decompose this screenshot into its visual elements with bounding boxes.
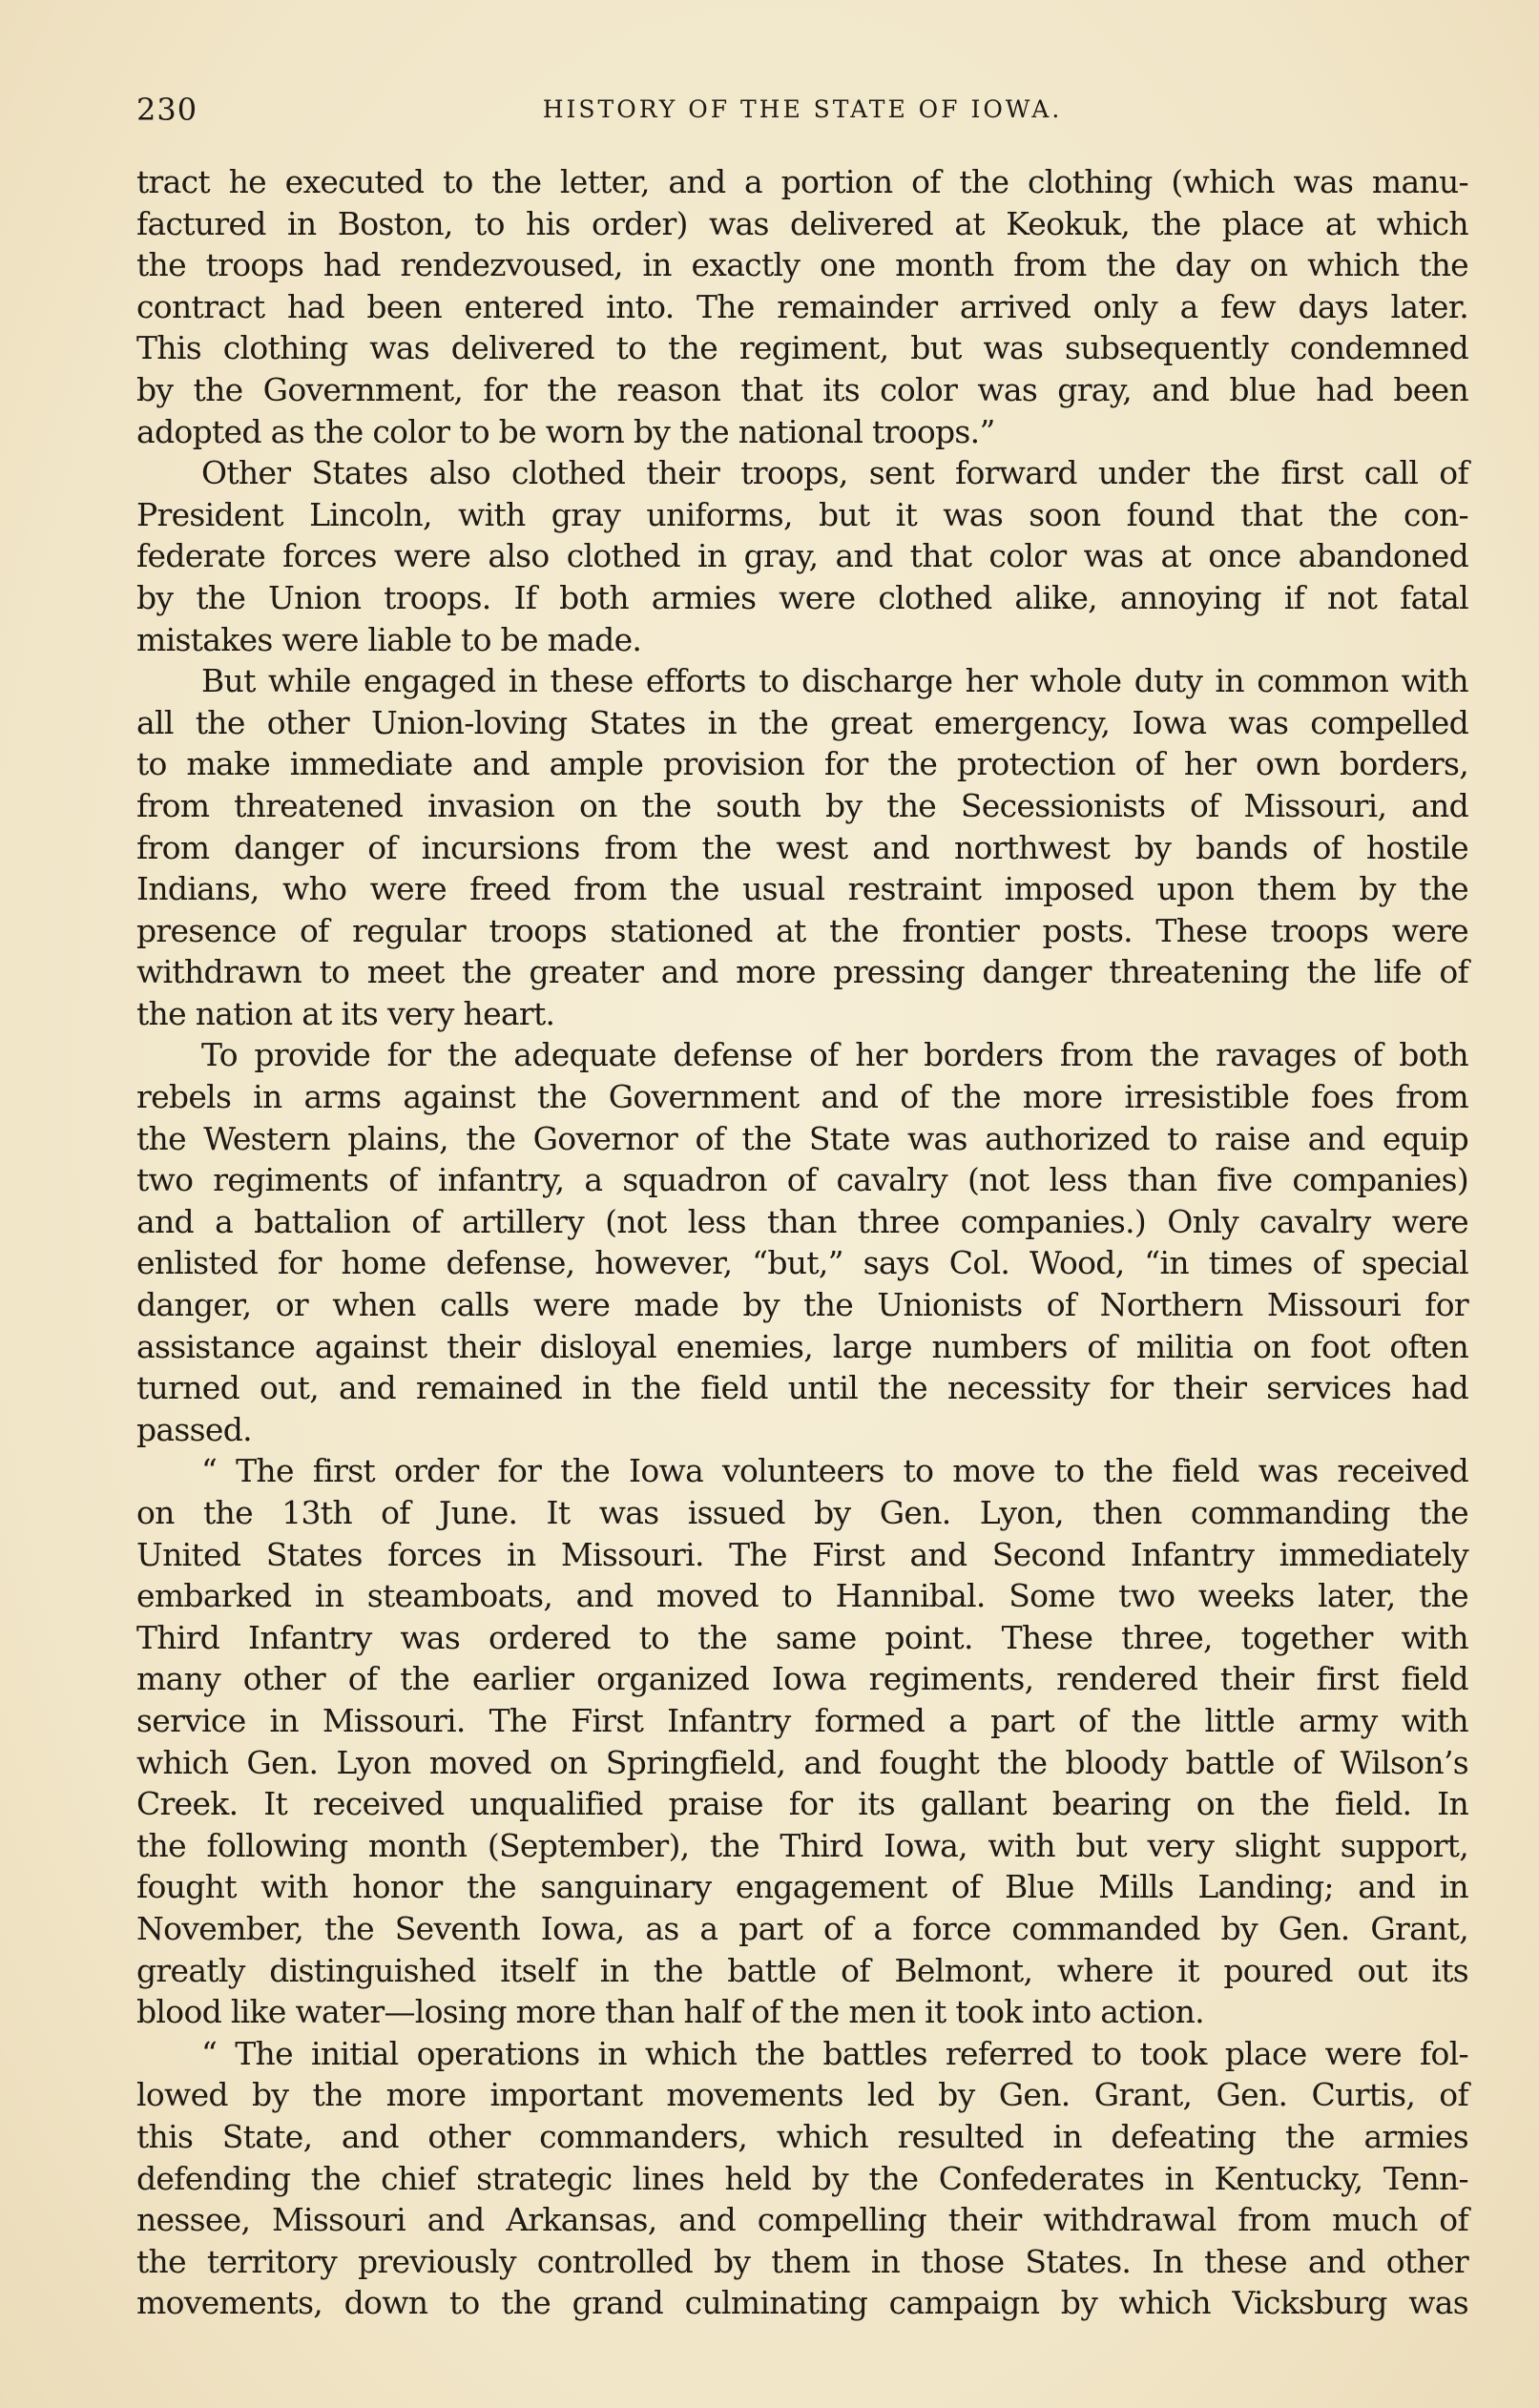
text-line: the territory previously controlled by them in those States. In these and other	[136, 2242, 1468, 2280]
text-line: two regiments of infantry, a squadron of cavalry (not less than five companies)	[136, 1161, 1468, 1199]
running-title: HISTORY OF THE STATE OF IOWA.	[542, 95, 1063, 123]
text-line: presence of regular troops stationed at the frontier posts. These troops were	[136, 911, 1468, 949]
text-line: This clothing was delivered to the regiment, but was subsequently condemned	[136, 329, 1468, 367]
text-line: the following month (September), the Third Iowa, with but very slight support,	[136, 1826, 1468, 1864]
text-line: turned out, and remained in the field until the necessity for their services had	[136, 1369, 1468, 1407]
text-line: defending the chief strategic lines held by the Confederates in Kentucky, Tenn-	[136, 2159, 1468, 2197]
text-line: tract he executed to the letter, and a portion of the clothing (which was manu-	[136, 163, 1468, 200]
text-line: Creek. It received unqualified praise for its gallant bearing on the field. In	[136, 1785, 1468, 1823]
text-line: Other States also clothed their troops, sent forward under the first call of	[201, 454, 1468, 492]
text-line: on the 13th of June. It was issued by Gen. Lyon, then commanding the	[136, 1494, 1468, 1531]
text-line: “ The initial operations in which the battles referred to took place were fol-	[201, 2034, 1468, 2072]
text-line: embarked in steamboats, and moved to Hannibal. Some two weeks later, the	[136, 1577, 1468, 1615]
text-line: fought with honor the sanguinary engagement of Blue Mills Landing; and in	[136, 1868, 1468, 1906]
text-line: Third Infantry was ordered to the same point. These three, together with	[136, 1618, 1468, 1656]
text-line: contract had been entered into. The remainder arrived only a few days later.	[136, 287, 1468, 325]
text-line: factured in Boston, to his order) was delivered at Keokuk, the place at which	[136, 204, 1468, 242]
text-line: Indians, who were freed from the usual restraint imposed upon them by the	[136, 870, 1468, 908]
text-line: federate forces were also clothed in gray, and that color was at once abandoned	[136, 537, 1468, 575]
text-line: the nation at its very heart.	[136, 994, 555, 1032]
text-line: service in Missouri. The First Infantry formed a part of the little army with	[136, 1701, 1468, 1739]
text-line: passed.	[136, 1410, 252, 1448]
text-line: enlisted for home defense, however, “but,” says Col. Wood, “in times of special	[136, 1244, 1468, 1282]
text-line: President Lincoln, with gray uniforms, but it was soon found that the con-	[136, 495, 1468, 533]
text-line: assistance against their disloyal enemies, large numbers of militia on foot often	[136, 1327, 1468, 1365]
text-line: movements, down to the grand culminating campaign by which Vicksburg was	[136, 2284, 1468, 2322]
text-line: this State, and other commanders, which resulted in defeating the armies	[136, 2117, 1468, 2155]
text-line: November, the Seventh Iowa, as a part of a force commanded by Gen. Grant,	[136, 1909, 1468, 1947]
text-line: nessee, Missouri and Arkansas, and compelling their withdrawal from much of	[136, 2201, 1468, 2239]
text-line: the troops had rendezvoused, in exactly one month from the day on which the	[136, 246, 1468, 284]
text-line: greatly distinguished itself in the battle of Belmont, where it poured out its	[136, 1951, 1468, 1989]
text-line: rebels in arms against the Government and of the more irresistible foes from	[136, 1078, 1468, 1116]
text-line: and a battalion of artillery (not less than three companies.) Only cavalry were	[136, 1202, 1468, 1240]
text-line: the Western plains, the Governor of the State was authorized to raise and equip	[136, 1119, 1468, 1157]
text-line: blood like water—losing more than half of the men it took into action.	[136, 1993, 1204, 2031]
body-text	[136, 161, 1468, 2324]
text-line: United States forces in Missouri. The First and Second Infantry immediately	[136, 1535, 1468, 1573]
text-line: “ The first order for the Iowa volunteers to move to the field was received	[201, 1452, 1468, 1490]
text-line: from threatened invasion on the south by the Secessionists of Missouri, and	[136, 786, 1468, 824]
text-line: to make immediate and ample provision for the protection of her own borders,	[136, 745, 1468, 783]
text-line: withdrawn to meet the greater and more pressing danger threatening the life of	[136, 953, 1468, 991]
text-line: by the Union troops. If both armies were clothed alike, annoying if not fatal	[136, 578, 1468, 616]
text-line: from danger of incursions from the west and northwest by bands of hostile	[136, 828, 1468, 866]
text-line: But while engaged in these efforts to discharge her whole duty in common with	[201, 662, 1468, 700]
text-line: adopted as the color to be worn by the national troops.”	[136, 412, 995, 450]
text-line: by the Government, for the reason that its color was gray, and blue had been	[136, 370, 1468, 408]
text-line: danger, or when calls were made by the Unionists of Northern Missouri for	[136, 1286, 1468, 1324]
text-line: all the other Union-loving States in the great emergency, Iowa was compelled	[136, 703, 1468, 741]
text-line: mistakes were liable to be made.	[136, 620, 642, 658]
text-line: lowed by the more important movements led by Gen. Grant, Gen. Curtis, of	[136, 2076, 1468, 2114]
running-head	[136, 92, 1468, 134]
text-line: many other of the earlier organized Iowa regiments, rendered their first field	[136, 1660, 1468, 1698]
text-line: which Gen. Lyon moved on Springfield, and fought the bloody battle of Wilson’s	[136, 1743, 1468, 1781]
text-line: To provide for the adequate defense of her borders from the ravages of both	[201, 1036, 1468, 1074]
page-number: 230	[136, 92, 198, 128]
